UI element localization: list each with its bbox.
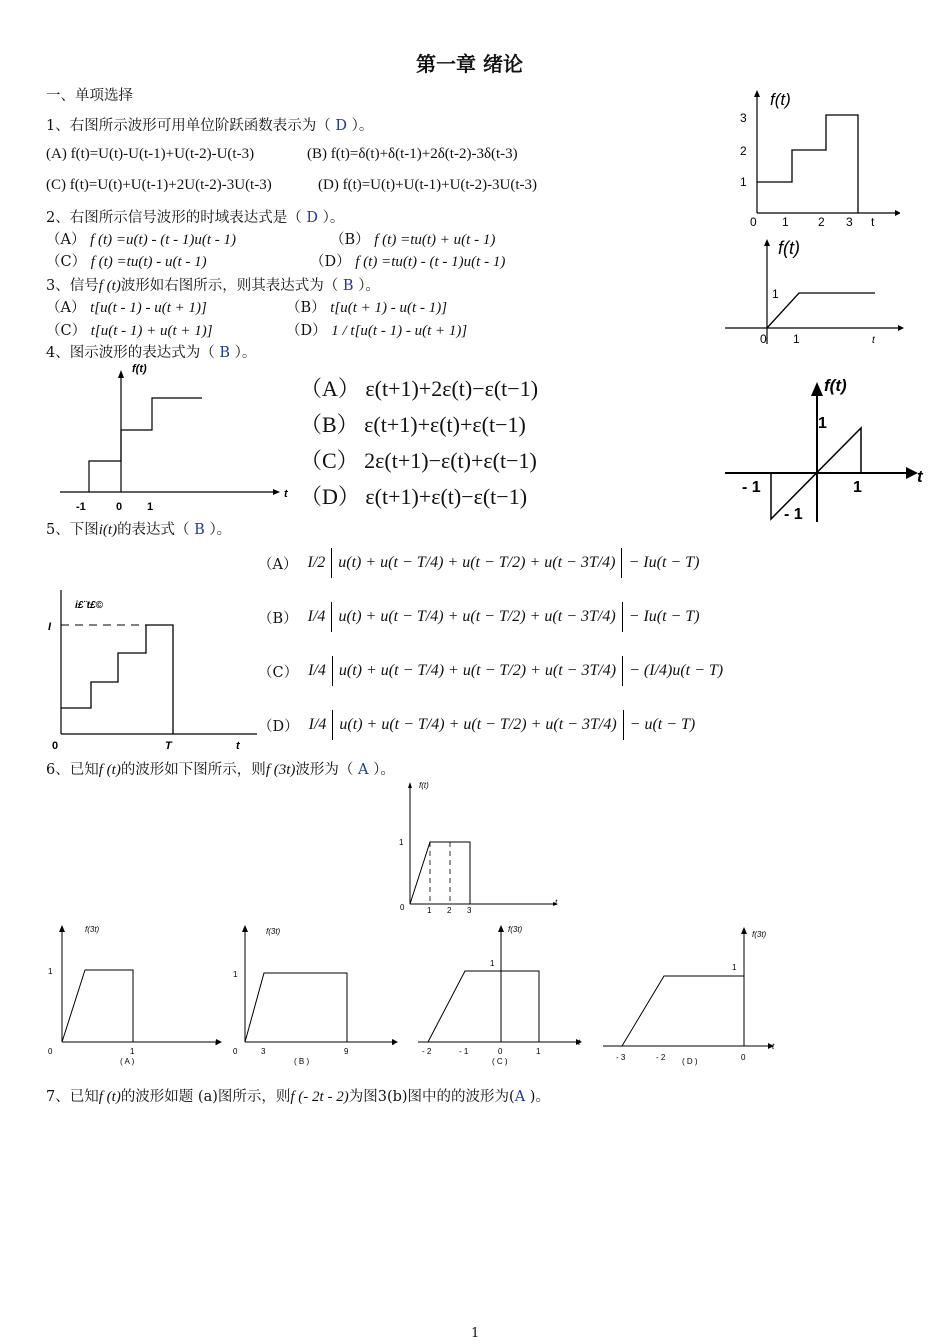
q2-option-b-expr: f (t) =tu(t) + u(t - 1) <box>374 232 496 248</box>
q1-stem-end: ）。 <box>351 118 374 134</box>
q6-a-xtick-1: 1 <box>130 1047 135 1056</box>
q5-option-b <box>258 595 700 639</box>
q1-fig-ytick-2: 2 <box>740 144 747 158</box>
q6-b-caption: ( B ) <box>294 1057 310 1066</box>
q4-figure <box>55 358 295 518</box>
q5-option-a-label: （A） <box>258 556 298 573</box>
q4-option-b: （B） ε(t+1)+ε(t)+ε(t−1) <box>300 412 526 437</box>
q4-fig-xtick-0: 0 <box>116 501 123 513</box>
q3-stem-a: 3、信号 <box>46 278 99 294</box>
q7-stem <box>46 1085 550 1106</box>
q2-figure <box>720 232 910 350</box>
q5-option-b-tail: − Iu(t − T) <box>628 608 700 625</box>
q3-figure <box>720 372 935 522</box>
page-number: 1 <box>471 1326 480 1341</box>
q6-answer: A <box>358 762 369 778</box>
q5-option-d-bracket: u(t) + u(t − T/4) + u(t − T/2) + u(t − 3T/4) <box>332 710 623 740</box>
q2-option-d <box>310 250 505 271</box>
q5-stem-end: ）。 <box>209 522 232 538</box>
q1-fig-ytick-3: 3 <box>740 111 747 125</box>
q3-answer: B <box>342 278 354 294</box>
q3-fig-left: - 1 <box>742 479 761 496</box>
q6-main-ylabel: f(t) <box>419 781 429 790</box>
q2-option-a-label: （A） <box>46 232 86 248</box>
q5-fig-xtick-T: T <box>165 740 172 752</box>
q2-option-c-expr: f (t) =tu(t) - u(t - 1) <box>90 254 207 270</box>
q6-c-xtick-neg1: - 1 <box>459 1047 469 1056</box>
q6-main-figure <box>395 778 570 918</box>
q5-fig-ytick: I <box>48 621 52 633</box>
q1-fig-xtick-1: 1 <box>782 215 789 229</box>
q2-fig-xtick-0: 0 <box>760 332 767 346</box>
q5-option-a-bracket: u(t) + u(t − T/4) + u(t − T/2) + u(t − 3T/4) <box>331 548 622 578</box>
q1-option-c: (C) f(t)=U(t)+U(t-1)+2U(t-2)-3U(t-3) <box>46 177 272 193</box>
q1-stem-text: 1、右图所示波形可用单位阶跃函数表示为（ <box>46 118 331 134</box>
q3-fig-xlabel: t <box>917 467 923 486</box>
q2-stem <box>46 206 344 227</box>
q3-stem-f: f (t) <box>98 278 121 294</box>
q6-stem-a: 6、已知 <box>46 762 99 778</box>
q6-a-xlabel: t <box>215 1038 218 1047</box>
q6-c-caption: ( C ) <box>492 1057 508 1066</box>
q5-option-d-tail: − u(t − T) <box>629 716 696 733</box>
q3-stem <box>46 274 380 295</box>
q3-stem-b: 波形如右图所示，则其表达式为（ <box>120 278 339 294</box>
q3-fig-bottom: - 1 <box>784 506 803 522</box>
q4-fig-xtick-neg1: -1 <box>76 501 86 513</box>
q3-option-c <box>46 319 213 340</box>
q6-main-ytick: 1 <box>399 838 404 847</box>
q1-fig-ylabel: f(t) <box>770 90 791 109</box>
q2-fig-xtick-1: 1 <box>793 332 800 346</box>
q5-fig-ylabel: i£¨t£© <box>75 600 103 611</box>
q5-option-c <box>258 649 723 693</box>
q7-stem-b: 的波形如题 (a)图所示，则 <box>120 1089 291 1105</box>
q4-fig-ylabel: f(t) <box>132 363 147 375</box>
q1-option-a: (A) f(t)=U(t)-U(t-1)+U(t-2)-U(t-3) <box>46 146 255 162</box>
q6-d-xlabel: t <box>772 1042 775 1051</box>
q1-fig-xtick-3: 3 <box>846 215 853 229</box>
q6-b-xlabel: t <box>392 1038 395 1047</box>
q6-b-xtick-0: 0 <box>233 1047 238 1056</box>
q3-option-d-expr: 1 / t[u(t - 1) - u(t + 1)] <box>331 323 468 339</box>
q6-stem-f3: f (3t) <box>265 762 296 778</box>
q7-stem-f2: f (- 2t - 2) <box>290 1089 349 1105</box>
q7-stem-f: f (t) <box>98 1089 121 1105</box>
q6-d-xtick-0: 0 <box>741 1053 746 1062</box>
q3-option-d <box>286 319 467 340</box>
q2-option-b <box>330 228 495 249</box>
q6-d-xtick-neg2: - 2 <box>656 1053 666 1062</box>
q6-a-xtick-0: 0 <box>48 1047 53 1056</box>
q6-figure-c <box>410 920 590 1070</box>
q2-option-c <box>46 250 207 271</box>
q2-option-c-label: （C） <box>46 254 87 270</box>
q3-fig-ylabel: f(t) <box>824 376 847 395</box>
q6-d-ytick: 1 <box>732 963 737 972</box>
q6-stem-b: 的波形如下图所示，则 <box>120 762 266 778</box>
q1-stem <box>46 114 373 135</box>
q2-option-a-expr: f (t) =u(t) - (t - 1)u(t - 1) <box>90 232 236 248</box>
q6-d-xtick-neg3: - 3 <box>616 1053 626 1062</box>
q6-b-xtick-9: 9 <box>344 1047 349 1056</box>
q6-main-xtick-3: 3 <box>467 906 472 915</box>
q2-fig-ylabel: f(t) <box>778 238 800 258</box>
q4-fig-xtick-1: 1 <box>147 501 154 513</box>
page-title: 第一章 绪论 <box>416 52 523 76</box>
q6-c-xtick-1: 1 <box>536 1047 541 1056</box>
q6-c-ylabel: f(3t) <box>508 925 523 934</box>
q5-option-b-bracket: u(t) + u(t − T/4) + u(t − T/2) + u(t − 3T/4) <box>331 602 622 632</box>
q4-option-c: （C） 2ε(t+1)−ε(t)+ε(t−1) <box>300 448 537 473</box>
q5-stem-i: i(t) <box>98 522 118 538</box>
q5-stem <box>46 518 231 539</box>
q6-b-ylabel: f(3t) <box>266 927 281 936</box>
q5-answer: B <box>194 522 205 538</box>
q5-option-c-coef: I/4 <box>308 662 326 679</box>
q5-option-d <box>258 703 695 747</box>
q2-option-d-expr: f (t) =tu(t) - (t - 1)u(t - 1) <box>355 254 506 270</box>
q1-option-d: (D) f(t)=U(t)+U(t-1)+U(t-2)-3U(t-3) <box>318 177 538 193</box>
q3-option-a-label: （A） <box>46 300 86 316</box>
q7-stem-a: 7、已知 <box>46 1089 99 1105</box>
q6-main-xtick-0: 0 <box>400 903 405 912</box>
q6-figure-b <box>228 920 408 1070</box>
q5-option-c-bracket: u(t) + u(t − T/4) + u(t − T/2) + u(t − 3T/4) <box>332 656 623 686</box>
q1-fig-ytick-1: 1 <box>740 175 747 189</box>
q6-figure-d <box>598 920 783 1070</box>
q2-answer: D <box>306 210 318 226</box>
q6-stem-f: f (t) <box>98 762 121 778</box>
section-heading: 一、单项选择 <box>46 88 133 104</box>
q7-stem-c: 为图3(b)图中的的波形为( <box>348 1089 515 1105</box>
q6-c-xtick-neg2: - 2 <box>422 1047 432 1056</box>
q5-fig-xtick-0: 0 <box>52 740 59 752</box>
q6-c-xlabel: t <box>578 1038 581 1047</box>
q6-main-xtick-1: 1 <box>427 906 432 915</box>
q2-fig-xlabel: t <box>872 335 875 346</box>
q2-option-b-label: （B） <box>330 232 370 248</box>
q6-c-xtick-0: 0 <box>498 1047 503 1056</box>
q1-fig-xtick-0: 0 <box>750 215 757 229</box>
q6-stem <box>46 758 395 779</box>
q6-b-ytick: 1 <box>233 970 238 979</box>
q5-option-d-coef: I/4 <box>308 716 327 733</box>
q3-fig-right: 1 <box>853 479 862 496</box>
q4-stem-end: ）。 <box>234 345 257 361</box>
q5-option-a-coef: I/2 <box>307 554 326 571</box>
q4-option-a: （A） ε(t+1)+2ε(t)−ε(t−1) <box>300 376 539 401</box>
q2-stem-end: ）。 <box>322 210 345 226</box>
q4-option-d: （D） ε(t+1)+ε(t)−ε(t−1) <box>300 484 528 509</box>
q2-option-d-label: （D） <box>310 254 351 270</box>
q6-figure-a <box>40 920 230 1070</box>
q4-stem-text: 4、图示波形的表达式为（ <box>46 345 215 361</box>
q3-stem-end: ）。 <box>358 278 380 294</box>
q6-c-ytick: 1 <box>490 959 495 968</box>
q6-a-ylabel: f(3t) <box>85 925 100 934</box>
q1-answer: D <box>335 118 347 134</box>
q5-stem-b: 的表达式（ <box>117 522 190 538</box>
q1-option-b: (B) f(t)=δ(t)+δ(t-1)+2δ(t-2)-3δ(t-3) <box>307 146 518 162</box>
q2-option-a <box>46 228 236 249</box>
q6-stem-end: ）。 <box>373 762 395 778</box>
q3-option-c-expr: t[u(t - 1) + u(t + 1)] <box>90 323 213 339</box>
q5-option-d-label: （D） <box>258 718 299 735</box>
q5-fig-xlabel: t <box>236 740 240 752</box>
q4-fig-xlabel: t <box>284 488 288 500</box>
q6-d-ylabel: f(3t) <box>752 930 767 939</box>
q6-a-caption: ( A ) <box>120 1057 135 1066</box>
q4-answer: B <box>219 345 230 361</box>
q3-option-a <box>46 296 207 317</box>
q3-option-b <box>286 296 447 317</box>
q6-stem-c: 波形为（ <box>295 762 354 778</box>
q3-option-b-label: （B） <box>286 300 326 316</box>
q5-option-c-label: （C） <box>258 664 299 681</box>
q6-main-xtick-2: 2 <box>447 906 452 915</box>
q5-stem-a: 5、下图 <box>46 522 99 538</box>
q3-option-b-expr: t[u(t + 1) - u(t - 1)] <box>330 300 448 316</box>
q3-option-d-label: （D） <box>286 323 327 339</box>
q5-option-a <box>258 541 699 585</box>
q7-stem-end: )。 <box>529 1089 550 1105</box>
q6-main-xlabel: t <box>555 898 558 907</box>
q5-option-a-tail: − Iu(t − T) <box>628 554 700 571</box>
q1-fig-xlabel: t <box>871 215 875 229</box>
q6-b-xtick-3: 3 <box>261 1047 266 1056</box>
q6-d-caption: ( D ) <box>682 1057 698 1066</box>
q2-stem-text: 2、右图所示信号波形的时域表达式是（ <box>46 210 302 226</box>
q1-figure <box>730 85 900 230</box>
q6-a-ytick: 1 <box>48 967 53 976</box>
q5-option-b-coef: I/4 <box>307 608 326 625</box>
q1-fig-xtick-2: 2 <box>818 215 825 229</box>
q3-option-a-expr: t[u(t - 1) - u(t + 1)] <box>90 300 207 316</box>
q3-option-c-label: （C） <box>46 323 87 339</box>
q2-fig-ytick: 1 <box>772 287 779 301</box>
q5-option-b-label: （B） <box>258 610 298 627</box>
q5-figure <box>45 582 260 754</box>
q3-fig-top: 1 <box>818 415 827 432</box>
q7-answer: A <box>514 1089 526 1105</box>
q5-option-c-tail: − (I/4)u(t − T) <box>629 662 724 679</box>
